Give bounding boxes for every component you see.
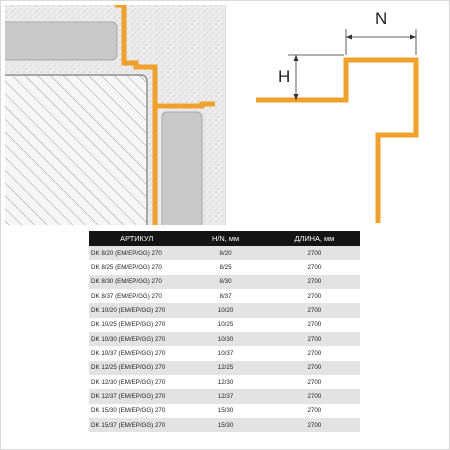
- cell-article: DK 12/25 (EM/EP/GG) 270: [89, 361, 182, 375]
- table-header-row: [89, 231, 360, 246]
- cell-hn: 15/30: [182, 404, 268, 418]
- cell-article: DK 15/37 (EM/EP/GG) 270: [89, 418, 182, 432]
- header-length: ДЛИНА, мм: [269, 231, 360, 246]
- cell-hn: 10/20: [182, 303, 268, 317]
- n-label: N: [375, 9, 388, 28]
- cell-length: 2700: [269, 260, 360, 274]
- cell-hn: 8/37: [182, 289, 268, 303]
- cell-article: DK 10/25 (EM/EP/GG) 270: [89, 318, 182, 332]
- cell-hn: 8/30: [182, 275, 268, 289]
- cell-length: 2700: [269, 418, 360, 432]
- cell-length: 2700: [269, 303, 360, 317]
- installation-cross-section: [5, 5, 225, 225]
- cell-article: DK 8/20 (EM/EP/GG) 270: [89, 246, 182, 260]
- table-row: [89, 275, 360, 289]
- header-hn: H/N, мм: [182, 231, 268, 246]
- cross-section-drawing: [5, 5, 225, 225]
- profile-dimension-drawing: [225, 5, 446, 225]
- h-arrow-top: [294, 55, 299, 61]
- base-wall: [5, 75, 147, 225]
- table-row: [89, 361, 360, 375]
- cell-length: 2700: [269, 332, 360, 346]
- table-row: [89, 318, 360, 332]
- table-row: [89, 389, 360, 403]
- n-arrow-left: [346, 35, 352, 40]
- cell-article: DK 12/37 (EM/EP/GG) 270: [89, 389, 182, 403]
- side-tile: [162, 112, 202, 225]
- cell-hn: 10/25: [182, 318, 268, 332]
- h-label: H: [278, 67, 291, 86]
- cell-length: 2700: [269, 375, 360, 389]
- table-row: [89, 246, 360, 260]
- table-row: [89, 303, 360, 317]
- cell-length: 2700: [269, 389, 360, 403]
- top-tile: [5, 22, 117, 60]
- table-row: [89, 289, 360, 303]
- n-arrow-right: [410, 35, 416, 40]
- cell-hn: 8/20: [182, 246, 268, 260]
- cell-length: 2700: [269, 246, 360, 260]
- cell-length: 2700: [269, 275, 360, 289]
- cell-article: DK 8/25 (EM/EP/GG) 270: [89, 260, 182, 274]
- cell-length: 2700: [269, 318, 360, 332]
- table-row: [89, 375, 360, 389]
- cell-article: DK 10/30 (EM/EP/GG) 270: [89, 332, 182, 346]
- spec-table: [89, 231, 360, 432]
- cell-hn: 12/25: [182, 361, 268, 375]
- cell-article: DK 8/30 (EM/EP/GG) 270: [89, 275, 182, 289]
- table-row: [89, 346, 360, 360]
- table-row: [89, 332, 360, 346]
- table-row: [89, 260, 360, 274]
- table-row: [89, 404, 360, 418]
- cell-article: DK 8/37 (EM/EP/GG) 270: [89, 289, 182, 303]
- cell-length: 2700: [269, 361, 360, 375]
- cell-article: DK 10/37 (EM/EP/GG) 270: [89, 346, 182, 360]
- header-article: АРТИКУЛ: [89, 231, 182, 246]
- profile-drawing: [226, 5, 446, 225]
- cell-length: 2700: [269, 289, 360, 303]
- table-row: [89, 418, 360, 432]
- cell-article: DK 15/30 (EM/EP/GG) 270: [89, 404, 182, 418]
- cell-hn: 15/30: [182, 418, 268, 432]
- cell-article: DK 12/30 (EM/EP/GG) 270: [89, 375, 182, 389]
- table-body: [89, 246, 360, 432]
- cell-hn: 10/30: [182, 332, 268, 346]
- cell-hn: 10/37: [182, 346, 268, 360]
- cell-length: 2700: [269, 346, 360, 360]
- cell-length: 2700: [269, 404, 360, 418]
- cell-hn: 8/25: [182, 260, 268, 274]
- cell-hn: 12/37: [182, 389, 268, 403]
- cell-hn: 12/30: [182, 375, 268, 389]
- cell-article: DK 10/20 (EM/EP/GG) 270: [89, 303, 182, 317]
